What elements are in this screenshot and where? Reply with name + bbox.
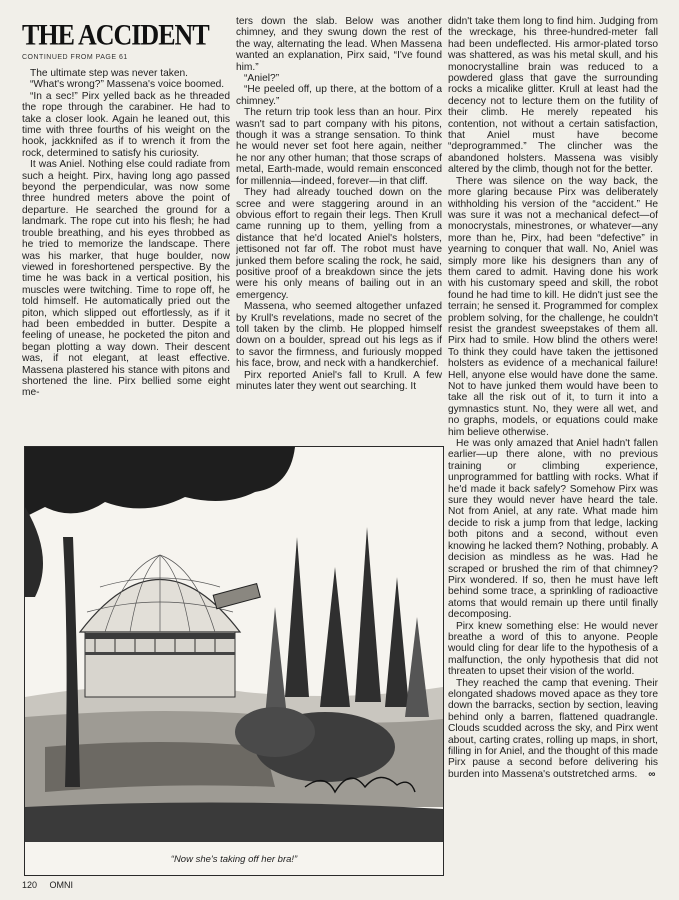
magazine-name: OMNI: [49, 880, 74, 890]
article-title: THE ACCIDENT: [22, 18, 209, 52]
paragraph: They had already touched down on the scree and were staggering around in an obvious effort to regain their legs. Then Krull came running up to them, yelling from a distance that he'd located Aniel's holsters, jettisoned not far off. The robot must have junked them before scaling the rock, he said, positive proof of a breakdown since the jets were his only means of bailing out in an emergency.: [236, 187, 442, 301]
text-column-2: [236, 16, 442, 440]
paragraph-text: They reached the camp that evening. Their elongated shadows moved apace as they tore down the barracks, section by section, leaving behind only a barren, flattened quadrangle. Clouds scudded across the sky, and Pirx went about, carting crates, rolling up maps, in short, filling in for Aniel, and the thought of this made Pirx pause a second before delivering his burden into Massena's outstretched arms.: [448, 677, 658, 780]
paragraph: Massena, who seemed altogether unfazed by Krull's revelations, made no secret of the toll taken by the climb. He plopped himself down on a boulder, spread out his legs as if to savor the firmness, and furiously mopped his face, brow, and neck with a handkerchief.: [236, 301, 442, 370]
paragraph: The ultimate step was never taken.: [30, 68, 188, 79]
illustration-caption: “Now she's taking off her bra!”: [170, 854, 298, 865]
text-column-1: [22, 68, 230, 440]
page-number: 120: [22, 880, 38, 890]
text-column-3: [448, 16, 658, 852]
paragraph: “In a sec!” Pirx yelled back as he threaded the rope through the carabiner. He had to take a closer look. Again he leaned out, this time with three fourths of his weight on the hook, jackknifed as if to wrench it from the rock, determined to satisfy his curiosity.: [22, 90, 230, 159]
paragraph: didn't take them long to find him. Judging from the wreckage, his three-hundred-meter fall had been undeflected. His armor-plated torso was shattered, as was his metal skull, and his monocrystalline brain was reduced to a powdered glass that gave the surrounding rocks a micalike glitter. Krull at least had the decency not to lecture them on the futility of their climb. He merely repeated his contention, not without a certain satisfaction, that Aniel must have become “deprogrammed.” The clincher was the abandoned holsters. Massena was visibly altered by the climb, though not for the better.: [448, 16, 658, 176]
paragraph: [448, 678, 658, 781]
paragraph: He was only amazed that Aniel hadn't fallen earlier—up there alone, with no previous training or climbing experience, unprogrammed for battling with rocks. What if he'd made it back safely? Somehow Pirx was sure they would never have heard the tale. Not from Aniel, at any rate. What made him decide to risk a jump from that ledge, lacking both pitons and a second, without even knowing he lacked them? Nothing, probably. A decision as mindless as he was. Had he scraped or brushed the rim of that chimney? Pirx wondered. If so, then he must have left behind some trace, a sprinkling of radioactive atoms that would remain up there until finally decomposing.: [448, 438, 658, 621]
paragraph: ters down the slab. Below was another chimney, and they swung down the rest of the way, alternating the lead. When Massena wanted an explanation, Pirx said, “I've found him.”: [236, 16, 442, 73]
paragraph: Pirx reported Aniel's fall to Krull. A few minutes later they went out searching. It: [236, 369, 442, 392]
paragraph: The return trip took less than an hour. Pirx wasn't sad to part company with his pitons, though it was a strange sensation. To think he would never set foot here again, neither he nor any other human; that those scraps of metal, Earth-made, would remain ensconced for millennia—indeed, forever—in that cliff.: [236, 107, 442, 187]
paragraph: “What's wrong?” Massena's voice boomed.: [30, 79, 225, 91]
end-mark-icon: ∞: [648, 768, 656, 780]
paragraph: It was Aniel. Nothing else could radiate from such a height. Pirx, having long ago passed beyond the perpendicular, was now some three hundred meters above the point of departure. He searched the ground for a landmark. The rope cut into his flesh; he had trouble breathing, and his eyes throbbed as he tried to memorize the landscape. There was his marker, that huge boulder, now viewed in foreshortened perspective. By the time he was back in a vertical position, his muscles were twitching. Time to rope off, he told himself. He automatically pried out the piton, which slipped out effortlessly, as if it had been embedded in butter. Despite a feeling of unease, he pocketed the piton and began plotting a way down. Their descent was, if not elegant, at least effective. Massena plastered his stance with pitons and shortened the line. Pirx bellied some eight me-: [22, 159, 230, 399]
paragraph: “He peeled off, up there, at the bottom of a chimney.”: [236, 84, 442, 107]
cartoon-illustration: [24, 446, 444, 876]
paragraph: “Aniel?”: [244, 73, 280, 85]
page-footer: [22, 880, 73, 890]
observatory-drawing: [25, 447, 443, 875]
paragraph: There was silence on the way back, the more glaring because Pirx was deliberately withholding his version of the “accident.” He was sure it was not a mechanical defect—of monocrystals, minestrones, or whatever—any more than he, Pirx, had been “defective” in yearning to conquer that wall. No, Aniel was simply more like his designers than any of them cared to admit. Having done his work with his customary speed and skill, the robot found he had time to kill. He didn't just see the terrain; he sensed it. Programmed for complex problem solving, for the challenge, he couldn't resist the grandest sweepstakes of them all. Pirx had to smile. How blind the others were! To think they could have taken the jettisoned holsters as evidence of a mechanical failure! Hell, anyone else would have done the same. Not to have junked them would have been to take all the risk out of it, to turn it into a gymnastics stunt. No, they were all wet, and no graphs, models, or equations could make him believe otherwise.: [448, 175, 658, 438]
continued-from-label: CONTINUED FROM PAGE 61: [22, 54, 128, 61]
paragraph: Pirx knew something else: He would never breathe a word of this to anyone. People would cling for dear life to the hypothesis of a malfunction, the only hypothesis that did not threaten to upset their vision of the world.: [448, 620, 658, 678]
